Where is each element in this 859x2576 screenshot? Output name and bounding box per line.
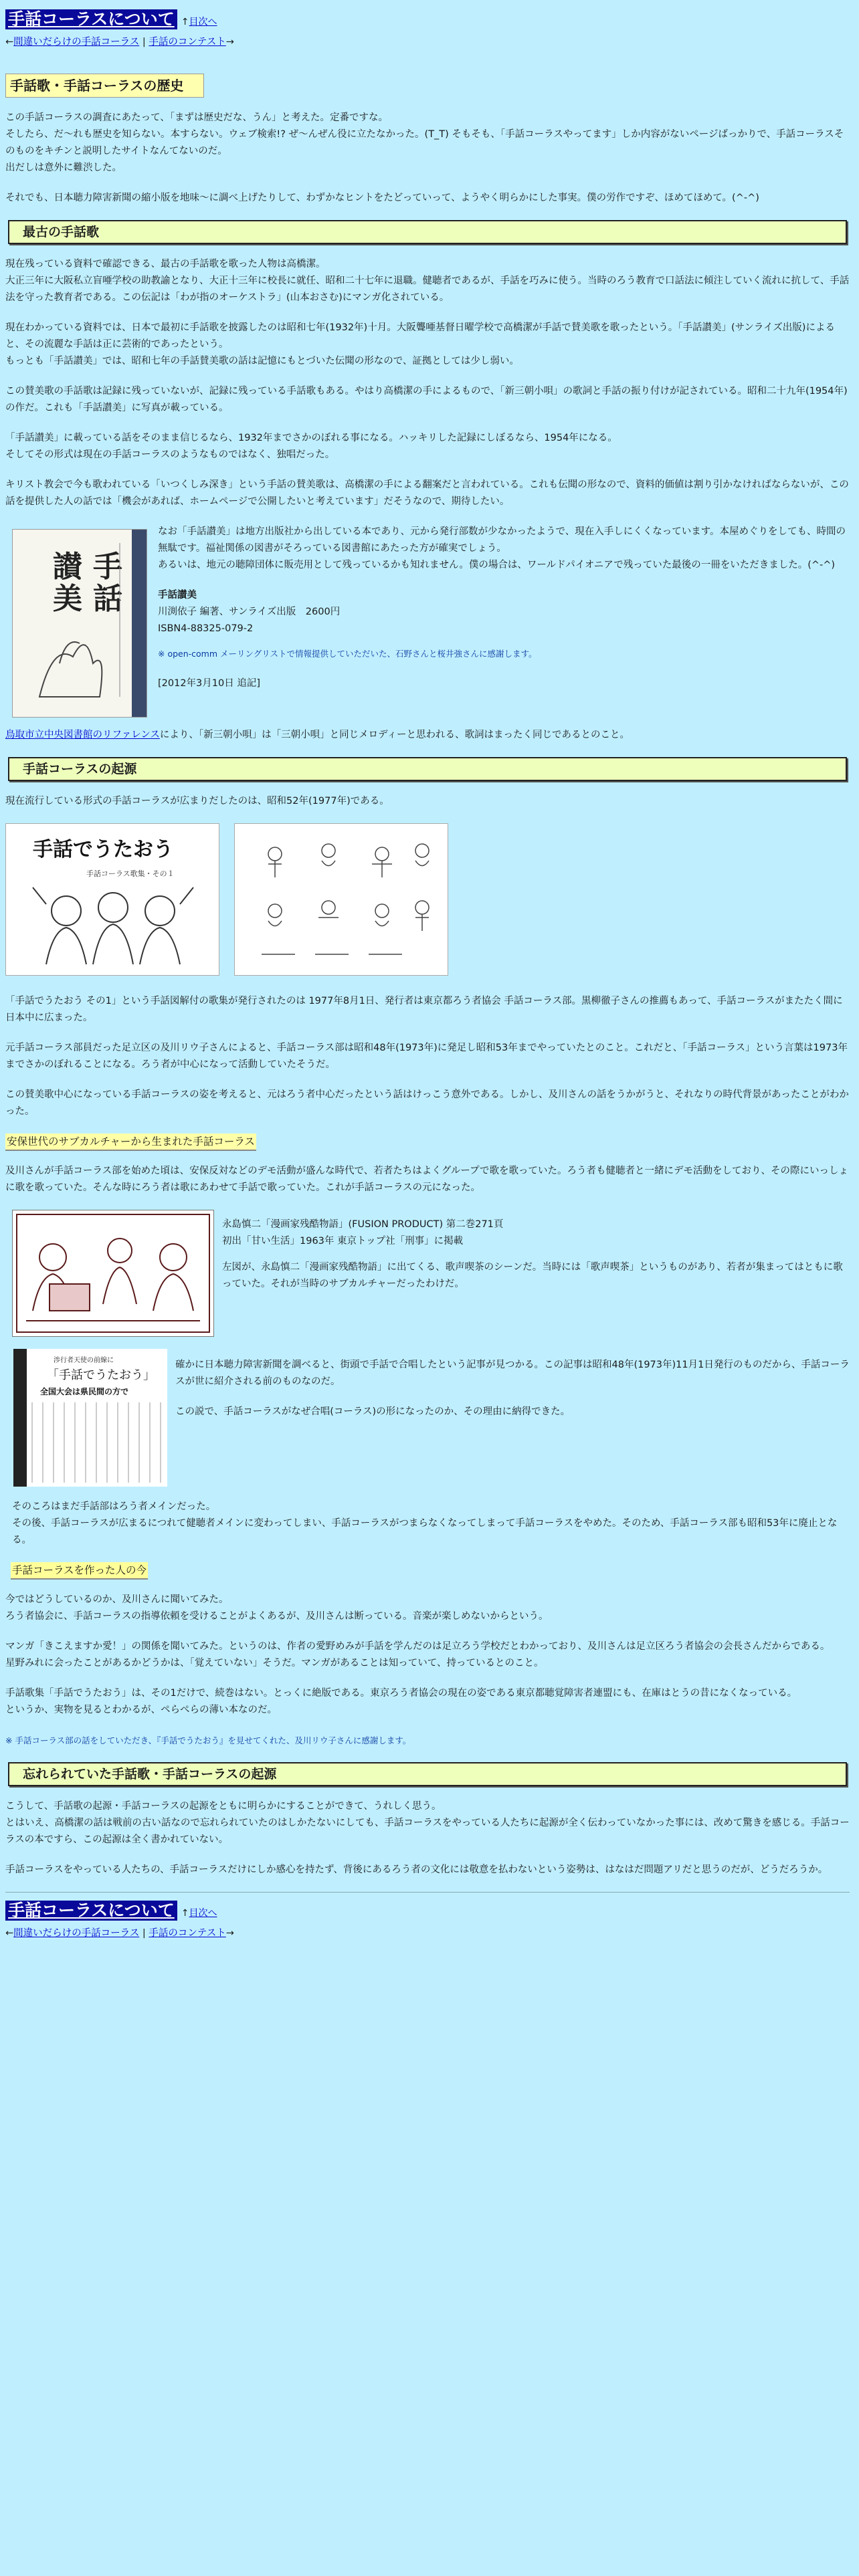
s1-paragraph-6: キリスト教会で今も歌われている「いつくしみ深き」という手話の賛美歌は、高橋潔の手による翻案だと言われている。これも伝聞の形なので、資料的価値は割り引かなければならないが、この話を提供した人の話では「機会があれば、ホームページで公開したいと考えています」だそうなので、期待したい。: [5, 479, 849, 507]
s2-p8a: 今ではどうしているのか、及川さんに聞いてみた。: [5, 1594, 229, 1605]
book-details: [158, 587, 850, 637]
newspaper-caption: [175, 1349, 850, 1487]
book-cover-image: [12, 529, 147, 718]
subheading-founder-now: 手話コーラスを作った人の今: [11, 1562, 148, 1580]
s2-paragraph-10: [5, 1685, 850, 1719]
manga-illustration: [12, 1210, 214, 1337]
book-isbn: ISBN4-88325-079-2: [158, 623, 254, 634]
manga-credit-1: 永島慎二「漫画家残酷物語」(FUSION PRODUCT) 第二巻271頁: [222, 1219, 504, 1230]
s1-p2: 大正三年に大阪私立盲唖学校の助教諭となり、大正十三年に校長に就任、昭和二十七年に退職。健聴者であるが、手話を巧みに使う。当時のろう教育で口話法に傾注していく流れに抗して、手話法を守った教育者である。この伝記は「わが指のオーケストラ」(山本おさむ)にマンガ化されている。: [5, 276, 850, 303]
s3-paragraph-1: [5, 1798, 850, 1848]
footer-site-title[interactable]: 手話コーラスについて: [5, 1901, 177, 1921]
s2-paragraph-9: [5, 1638, 850, 1672]
s2-paragraph-4: この賛美歌中心になっている手話コーラスの姿を考えると、元はろう者中心だったという話はけっこう意外である。しかし、及川さんの話をうかがうと、それなりの時代背景があったことがわかった。: [5, 1089, 849, 1117]
s3-paragraph-2: 手話コーラスをやっている人たちの、手話コーラスだけにしか感心を持たず、背後にあるろう者の文化には敬意を払わないという姿勢は、はなはだ問題アリだと思うのだが、どうだろうか。: [5, 1864, 828, 1875]
intro-line-2: そしたら、だ～れも歴史を知らない。本すらない。ウェブ検索!? ぜ～んぜん役に立たなかった。(T_T) そもそも、「手話コーラスやってます」しか内容がないページばっかりで、手話コーラスそのものをキチンと説明したサイトなんてないのだ。: [5, 129, 844, 156]
nav-separator: |: [139, 37, 149, 47]
reference-paragraph: [5, 727, 850, 744]
book-title: 手話讃美: [158, 590, 197, 601]
s2-paragraph-3: 元手話コーラス部員だった足立区の及川リウ子さんによると、手話コーラス部は昭和48年(1973年)に発足し昭和53年までやっていたとのこと。これだと、「手話コーラス」という言葉は1973年までさかのぼれることになる。ろう者が中心になって活動していたそうだ。: [5, 1043, 848, 1070]
s2-p9b: 星野みれに会ったことがあるかどうかは、「覚えていない」そうだ。マンガがあることは知っていて、持っているとのこと。: [5, 1658, 544, 1669]
s1-paragraph-5: [5, 430, 850, 463]
footer-divider: [5, 1892, 850, 1893]
s2-p9: マンガ「きこえますか愛！」の関係を聞いてみた。というのは、作者の愛野めみが手話を学んだのは足立ろう学校だとわかっており、及川さんは足立区ろう者協会の会長さんだからである。: [5, 1641, 830, 1652]
s2-paragraph-5: 及川さんが手話コーラス部を始めた頃は、安保反対などのデモ活動が盛んな時代で、若者たちはよくグループで歌を歌っていた。ろう者も健聴者と一緒にデモ活動をしており、その際にいっしょに歌を歌っていた。そんな時にろう者は歌にあわせて手話で歌っていた。これが手話コーラスの元になった。: [5, 1166, 849, 1193]
s1-p3b: もっとも「手話讃美」では、昭和七年の手話賛美歌の話は記憶にもとづいた伝聞の形なので、証拠としては少し弱い。: [5, 356, 519, 366]
s1-paragraph-4: この賛美歌の手話歌は記録に残っていないが、記録に残っている手話歌もある。やはり高橋潔の手によるもので、「新三朝小唄」の歌詞と手話の振り付けが記されている。昭和二十九年(1954年)の作だ。これも「手話讃美」に写真が載っている。: [5, 386, 848, 413]
subheading-anpo: 安保世代のサブカルチャーから生まれた手話コーラス: [5, 1134, 256, 1151]
site-title[interactable]: 手話コーラスについて: [5, 9, 177, 29]
cover-title-char-2: 話: [93, 582, 122, 616]
book-note: [158, 524, 850, 574]
toc-link[interactable]: 目次へ: [189, 17, 217, 27]
s3-p1a: こうして、手話歌の起源・手話コーラスの起源をともに明らかにすることができて、うれしく思う。: [5, 1801, 442, 1812]
prev-page-link[interactable]: 間違いだらけの手話コーラス: [13, 37, 140, 47]
manga-credit: [222, 1216, 850, 1250]
cover-title-char-3: 讃: [53, 550, 82, 584]
manga-caption: [222, 1210, 850, 1337]
left-arrow-icon: ←: [5, 37, 14, 47]
book-text: [158, 524, 850, 718]
intro-paragraph: [5, 110, 850, 177]
page-title: 手話歌・手話コーラスの歴史: [5, 74, 204, 98]
footer-toc-link[interactable]: 目次へ: [189, 1908, 217, 1919]
news-head-3: 全国大会は県民間の方で: [40, 1387, 129, 1396]
reference-text: により、「新三朝小唄」は「三朝小唄」と同じメロディーと思われる、歌詞はまったく同じであるとのこと。: [159, 730, 630, 740]
footer-nav-separator: |: [139, 1928, 149, 1939]
manga-block: [5, 1210, 850, 1337]
s2-paragraph-6: [5, 1499, 850, 1549]
footer-next-page-link[interactable]: 手話のコンテスト: [149, 1928, 226, 1939]
manga-credit-2: 初出「甘い生活」1963年 東京トップ社「刑事」に掲載: [222, 1236, 464, 1247]
cover-title-char-4: 美: [53, 582, 82, 616]
section-heading-origin: 手話コーラスの起源: [8, 757, 847, 781]
book-thanks: ※ open-comm メーリングリストで情報提供していただいた、石野さんと桜井強さんに感謝します。: [158, 649, 537, 659]
s2-p8b: ろう者協会に、手話コーラスの指導依頼を受けることがよくあるが、及川さんは断っている。音楽が楽しめないからという。: [5, 1611, 549, 1622]
news-head-2: 「手話でうたおう」: [47, 1368, 155, 1382]
newspaper-clipping-image: [13, 1349, 167, 1487]
cover-title-char-1: 手: [93, 550, 122, 584]
book-note-2: あるいは、地元の聴障団体に販売用として残っているかも知れません。僕の場合は、ワールドパイオニアで残っていた最後の一冊をいただきました。(^-^): [158, 560, 836, 570]
book-note-1: なお「手話讃美」は地方出版社から出している本であり、元から発行部数が少なかったようで、現在入手しにくくなっています。本屋めぐりをしても、時間の無駄です。福祉関係の図書がそろっている図書館にあたった方が確実でしょう。: [158, 526, 846, 554]
footer-header: [5, 1901, 850, 1923]
book-info: 川渕依子 編著、サンライズ出版 2600円: [158, 607, 341, 617]
s2-p10a: 手話歌集「手話でうたおう」は、その1だけで、続巻はない。とっくに絶版である。東京ろう者協会の現在の姿である東京都聴覚障害者連盟にも、在庫はとうの昔になくなっている。: [5, 1688, 797, 1699]
s1-p3a: 現在わかっている資料では、日本で最初に手話歌を披露したのは昭和七年(1932年)十月。大阪聾唖基督日曜学校で高橋潔が手話で賛美歌を歌ったという。「手話讃美」(サンライズ出版)によると、その流麗な手話は正に芸術的であったという。: [5, 322, 835, 350]
next-page-link[interactable]: 手話のコンテスト: [149, 37, 226, 47]
book-block: [5, 524, 850, 718]
up-arrow-icon: ↑: [181, 17, 189, 27]
manga-text: 左図が、永島慎二「漫画家残酷物語」に出てくる、歌声喫茶のシーンだ。当時には「歌声喫茶」というものがあり、若者が集まってはともに歌っていた。それが当時のサブカルチャーだったわけだ。: [222, 1262, 843, 1289]
s2-paragraph-1: 現在流行している形式の手話コーラスが広まりだしたのは、昭和52年(1977年)である。: [5, 796, 389, 807]
news-text-1: 確かに日本聴力障害新聞を調べると、街頭で手話で合唱したという記事が見つかる。この記事は昭和48年(1973年)11月1日発行のものだから、手話コーラスが世に紹介される前のものなのだ。: [175, 1360, 850, 1387]
reference-link[interactable]: 鳥取市立中央図書館のリファレンス: [5, 730, 160, 740]
intro-line-3: 出だしは意外に難渋した。: [5, 163, 122, 173]
s1-paragraph-1: [5, 256, 850, 306]
news-text-2: この説で、手話コーラスがなぜ合唱(コーラス)の形になったのか、その理由に納得できた。: [175, 1406, 571, 1417]
news-head-1: 渉行者天使の前線に: [54, 1357, 114, 1364]
songbook-cover-title: 手話でうたおう: [33, 838, 173, 861]
footer-nav-line: [5, 1925, 850, 1942]
s2-p7: その後、手話コーラスが広まるにつれて健聴者メインに変わってしまい、手話コーラスがつまらなくなってしまって手話コーラスをやめた。そのため、手話コーラス部も昭和53年に廃止となる。: [12, 1518, 838, 1545]
book-addendum: [2012年3月10日 追記]: [158, 678, 261, 689]
intro-line-4: それでも、日本聴力障害新聞の縮小版を地味～に調べ上げたりして、わずかなヒントをたどっていって、ようやく明らかにした事実。僕の労作ですぞ、ほめてほめて。(^-^): [5, 193, 759, 203]
s2-p10b: というか、実物を見るとわかるが、ペらぺらの薄い本なのだ。: [5, 1705, 277, 1715]
s1-paragraph-3: [5, 320, 850, 370]
book-cover-art: [13, 530, 132, 717]
songbook-cover-image: [5, 823, 219, 976]
footer-prev-page-link[interactable]: 間違いだらけの手話コーラス: [13, 1928, 140, 1939]
section-heading-forgotten: 忘れられていた手話歌・手話コーラスの起源: [8, 1762, 847, 1786]
intro-line-1: この手話コーラスの調査にあたって、「まずは歴史だな、うん」と考えた。定番ですな。: [5, 112, 389, 123]
footer-up-arrow-icon: ↑: [181, 1908, 189, 1919]
s2-thanks: ※ 手話コーラス部の話をしていただき、『手話でうたおう』を見せてくれた、及川リウ子さんに感謝します。: [5, 1735, 411, 1745]
section-heading-oldest: 最古の手話歌: [8, 220, 847, 244]
nav-line: [5, 34, 850, 51]
s1-p1: 現在残っている資料で確認できる、最古の手話歌を歌った人物は高橋潔。: [5, 259, 326, 270]
s3-p1b: とはいえ、高橋潔の話は戦前の古い話なので忘れられていたのはしかたないにしても、手話コーラスをやっている人たちに起源が全く伝わっていなかった事には、改めて驚きを感じる。手話コーラスの本ですら、この起源は全く書かれていない。: [5, 1818, 850, 1845]
s2-paragraph-8: [5, 1592, 850, 1625]
s1-p5a: 「手話讃美」に載っている話をそのまま信じるなら、1932年までさかのぼれる事になる。ハッキリした記録にしぼるなら、1954年になる。: [5, 433, 617, 443]
footer-left-arrow-icon: ←: [5, 1928, 14, 1939]
songbook-cover-subtitle: 手話コーラス歌集・その１: [86, 869, 175, 878]
footer-right-arrow-icon: →: [225, 1928, 234, 1939]
songbook-page-image: [234, 823, 448, 976]
header: [5, 9, 850, 31]
newspaper-block: [5, 1349, 850, 1487]
right-arrow-icon: →: [225, 37, 234, 47]
s2-p6: そのころはまだ手話部はろう者メインだった。: [12, 1501, 216, 1512]
book-spine: [132, 530, 147, 717]
s2-paragraph-2: 「手話でうたおう その1」という手話図解付の歌集が発行されたのは 1977年8月1日、発行者は東京都ろう者協会 手話コーラス部。黒柳徹子さんの推薦もあって、手話コーラスがまたたく間に日本中に広まった。: [5, 996, 843, 1023]
songbook-images: [5, 823, 850, 976]
s1-p5b: そしてその形式は現在の手話コーラスのようなものではなく、独唱だった。: [5, 449, 335, 460]
